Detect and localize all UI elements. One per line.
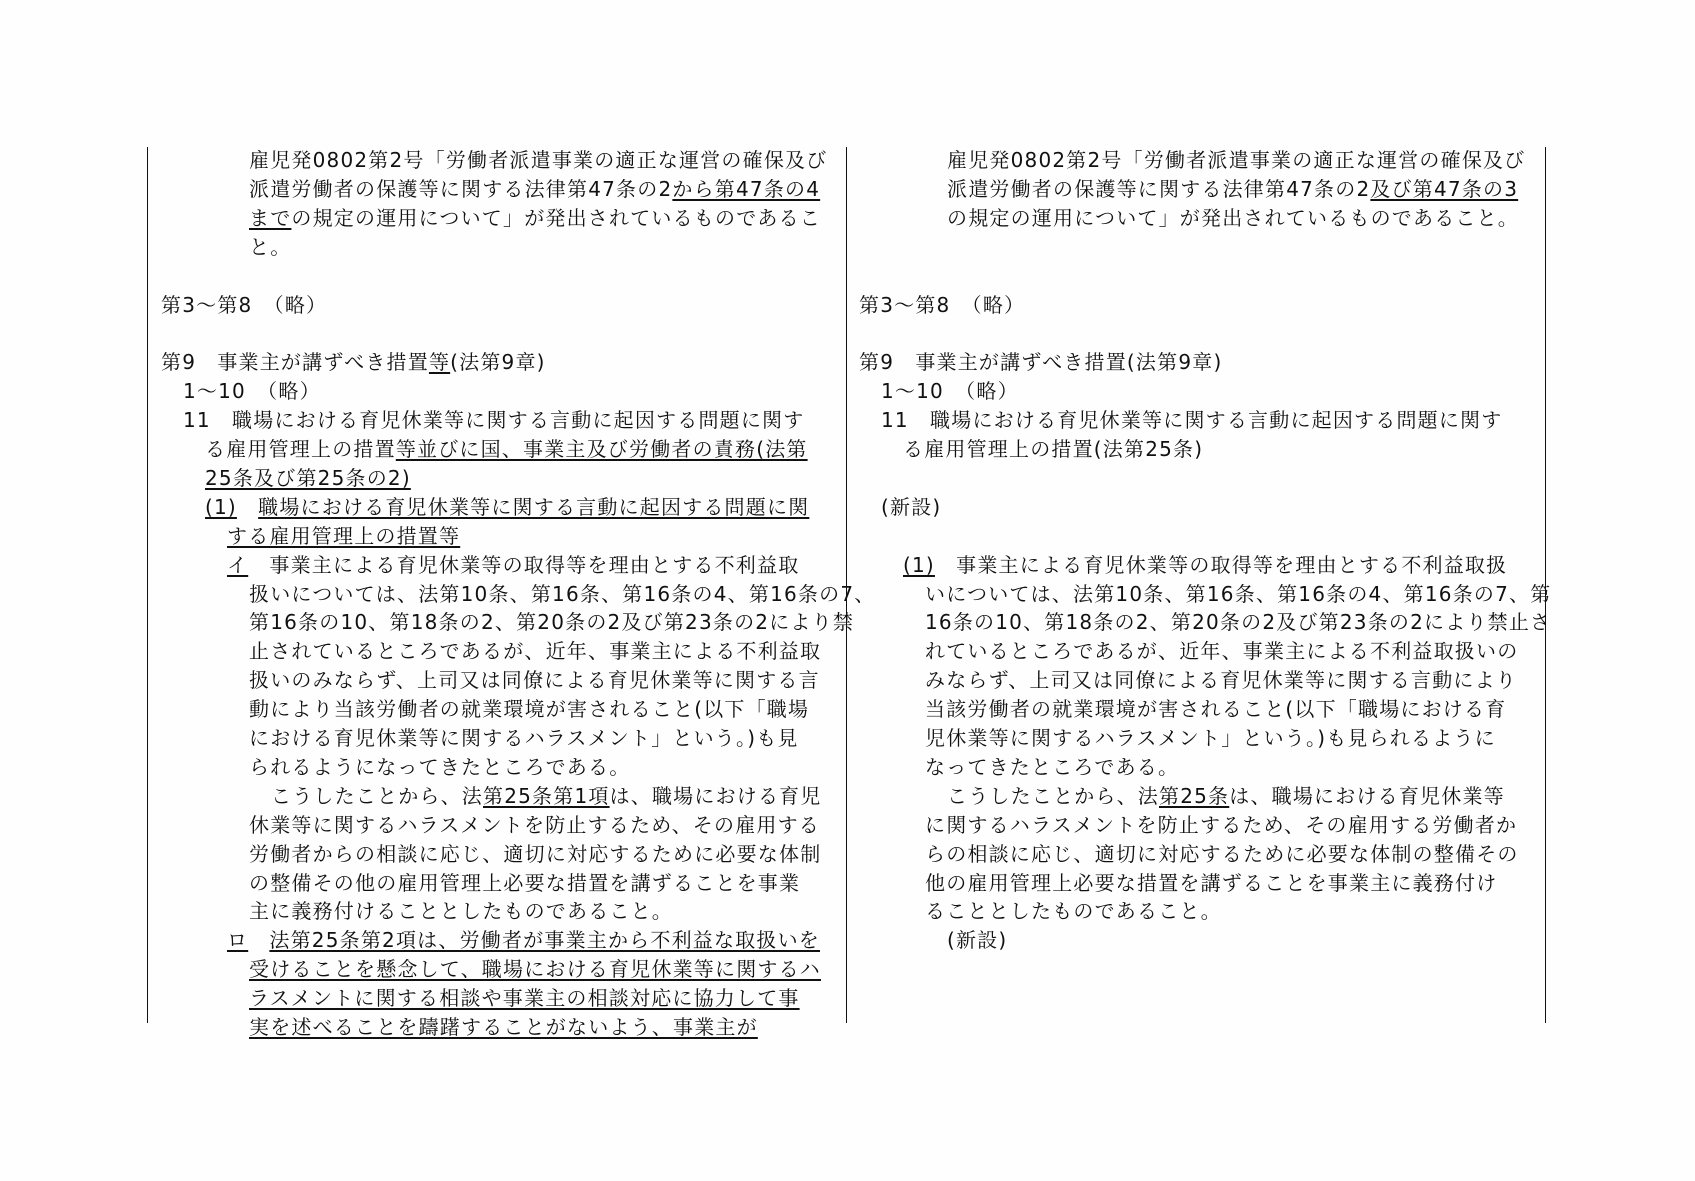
text-segment: みならず、上司又は同僚による育児休業等に関する言動により — [925, 668, 1517, 693]
amended-text: 等並びに国、事業主及び労働者の責務(法第 — [395, 437, 808, 461]
text-segment: 扱いのみならず、上司又は同僚による育児休業等に関する言 — [249, 668, 820, 693]
text-segment: る雇用管理上の措置(法第25条) — [903, 437, 1204, 461]
text-segment: は、職場における育児 — [609, 783, 822, 808]
text-line — [161, 293, 327, 317]
text-line — [249, 986, 800, 1010]
text-segment: 当該労働者の就業環境が害されること(以下「職場における育 — [925, 697, 1507, 722]
text-line — [881, 495, 941, 519]
text-line — [925, 726, 1496, 750]
text-segment: 11 職場における育児休業等に関する言動に起因する問題に関す — [183, 408, 805, 433]
text-segment: における育児休業等に関するハラスメント」という。)も見 — [249, 726, 799, 750]
text-segment: は、職場における育児休業等 — [1229, 783, 1505, 808]
text-segment: ることとしたものであること。 — [925, 899, 1222, 924]
text-line — [881, 408, 1502, 432]
amended-text: 第25条 — [1159, 783, 1230, 808]
text-line — [881, 379, 1019, 403]
text-segment: の規定の運用について」が発出されているものであること。 — [947, 205, 1519, 230]
amended-text: 25条及び第25条の2) — [205, 465, 411, 490]
text-line — [249, 813, 820, 837]
text-segment: 他の雇用管理上必要な措置を講ずることを事業主に義務付け — [925, 870, 1498, 895]
text-segment: 1〜10 （略） — [881, 379, 1019, 404]
text-line — [925, 697, 1506, 721]
amended-text: ロ — [227, 928, 249, 953]
text-segment: 派遣労働者の保護等に関する法律第47条の2 — [947, 176, 1371, 201]
text-line — [249, 582, 875, 606]
text-line — [249, 957, 821, 981]
text-segment: の規定の運用について」が発出されているものであるこ — [291, 205, 822, 230]
text-line — [947, 177, 1518, 201]
text-segment: 16条の10、第18条の2、第20条の2及び第23条の2により禁止さ — [925, 610, 1552, 635]
amended-text: ラスメントに関する相談や事業主の相談対応に協力して事 — [249, 986, 800, 1011]
text-segment: 第9 事業主が講ずべき措置(法第9章) — [859, 350, 1223, 375]
text-segment: なってきたところである。 — [925, 754, 1180, 779]
text-segment — [248, 928, 269, 952]
text-line — [947, 784, 1505, 808]
text-segment: 雇児発0802第2号「労働者派遣事業の適正な運営の確保及び — [249, 148, 828, 172]
text-segment: (法第9章) — [450, 350, 546, 375]
amended-text: (1) — [205, 494, 237, 519]
text-line — [227, 553, 799, 577]
amended-text: (1) — [903, 552, 935, 577]
text-line — [249, 206, 821, 230]
text-segment: れているところであるが、近年、事業主による不利益取扱いの — [925, 639, 1519, 664]
text-line — [183, 379, 321, 403]
text-segment: に関するハラスメントを防止するため、その雇用する労働者か — [925, 812, 1518, 837]
text-line — [249, 639, 821, 663]
text-segment: 第16条の10、第18条の2、第20条の2及び第23条の2により禁 — [249, 610, 855, 635]
amended-text: まで — [249, 205, 292, 230]
text-line — [249, 610, 854, 634]
text-segment: (新設) — [881, 494, 942, 519]
text-segment: (新設) — [947, 928, 1008, 953]
text-line — [903, 553, 1507, 577]
text-segment: 事業主による育児休業等の取得等を理由とする不利益取 — [248, 552, 800, 577]
text-segment: らの相談に応じ、適切に対応するために必要な体制の整備その — [925, 841, 1519, 866]
text-line — [249, 871, 800, 895]
text-line — [249, 726, 799, 750]
text-segment — [237, 495, 258, 519]
text-segment: 派遣労働者の保護等に関する法律第47条の2 — [249, 176, 673, 201]
text-line — [205, 437, 808, 461]
text-segment: こうしたことから、法 — [271, 783, 483, 808]
text-line — [925, 610, 1551, 634]
text-line — [925, 842, 1519, 866]
text-line — [249, 668, 820, 692]
text-segment: 児休業等に関するハラスメント」という。)も見られるように — [925, 726, 1496, 750]
text-segment: 第3〜第8 （略） — [859, 292, 1026, 317]
text-line — [925, 813, 1517, 837]
text-line — [227, 524, 460, 548]
text-line — [947, 148, 1525, 172]
amended-text: 法第25条第2項は、労働者が事業主から不利益な取扱いを — [269, 928, 820, 953]
text-segment: 止されているところであるが、近年、事業主による不利益取 — [249, 639, 822, 664]
amended-text: 及び第47条の3 — [1370, 176, 1519, 201]
text-line — [249, 148, 827, 172]
text-line — [205, 495, 809, 519]
text-segment: 第9 事業主が講ずべき措置 — [161, 350, 429, 375]
text-line — [947, 928, 1007, 952]
amended-text: 受けることを懸念して、職場における育児休業等に関するハ — [249, 957, 821, 982]
text-segment: 第3〜第8 （略） — [161, 292, 328, 317]
text-line — [227, 928, 820, 952]
amended-text: 等 — [428, 350, 451, 375]
text-segment: こうしたことから、法 — [947, 783, 1159, 808]
text-segment: 扱いについては、法第10条、第16条、第16条の4、第16条の7、 — [249, 581, 876, 606]
text-segment: る雇用管理上の措置 — [205, 437, 396, 461]
amended-text: から第47条の4 — [672, 176, 821, 201]
text-line — [925, 639, 1518, 663]
amended-text: する雇用管理上の措置等 — [227, 523, 461, 548]
text-segment: 11 職場における育児休業等に関する言動に起因する問題に関す — [881, 408, 1503, 433]
text-line — [161, 350, 546, 374]
text-segment: 1〜10 （略） — [183, 379, 321, 404]
text-line — [205, 466, 411, 490]
text-line — [249, 177, 820, 201]
text-line — [925, 755, 1179, 779]
text-segment: 主に義務付けることとしたものであること。 — [249, 899, 673, 924]
text-line — [249, 842, 821, 866]
text-line — [249, 1015, 758, 1039]
text-segment: 雇児発0802第2号「労働者派遣事業の適正な運営の確保及び — [947, 148, 1526, 172]
text-segment: 事業主による育児休業等の取得等を理由とする不利益取扱 — [934, 552, 1508, 577]
text-line — [925, 871, 1497, 895]
text-segment: 動により当該労働者の就業環境が害されること(以下「職場 — [249, 697, 810, 722]
text-line — [947, 206, 1519, 230]
text-line — [925, 582, 1551, 606]
text-segment: られるようになってきたところである。 — [249, 754, 631, 779]
text-line — [249, 697, 809, 721]
amended-text: 実を述べることを躊躇することがないよう、事業主が — [249, 1015, 758, 1039]
text-segment: 休業等に関するハラスメントを防止するため、その雇用する — [249, 812, 820, 837]
text-segment: と。 — [249, 234, 292, 259]
text-line — [183, 408, 804, 432]
text-line — [249, 235, 291, 259]
amended-text: 職場における育児休業等に関する言動に起因する問題に関 — [258, 494, 810, 519]
text-line — [859, 350, 1222, 374]
amended-text: 第25条第1項 — [483, 783, 610, 808]
text-line — [925, 899, 1222, 923]
left-border — [147, 147, 148, 1023]
amended-text: イ — [227, 552, 249, 577]
text-line — [249, 899, 673, 923]
text-segment: の整備その他の雇用管理上必要な措置を講ずることを事業 — [249, 870, 801, 895]
text-line — [925, 668, 1517, 692]
text-line — [271, 784, 822, 808]
text-line — [859, 293, 1025, 317]
text-line — [903, 437, 1203, 461]
text-line — [249, 755, 630, 779]
text-segment: 労働者からの相談に応じ、適切に対応するために必要な体制 — [249, 841, 822, 866]
text-segment: いについては、法第10条、第16条、第16条の4、第16条の7、第 — [925, 581, 1552, 606]
